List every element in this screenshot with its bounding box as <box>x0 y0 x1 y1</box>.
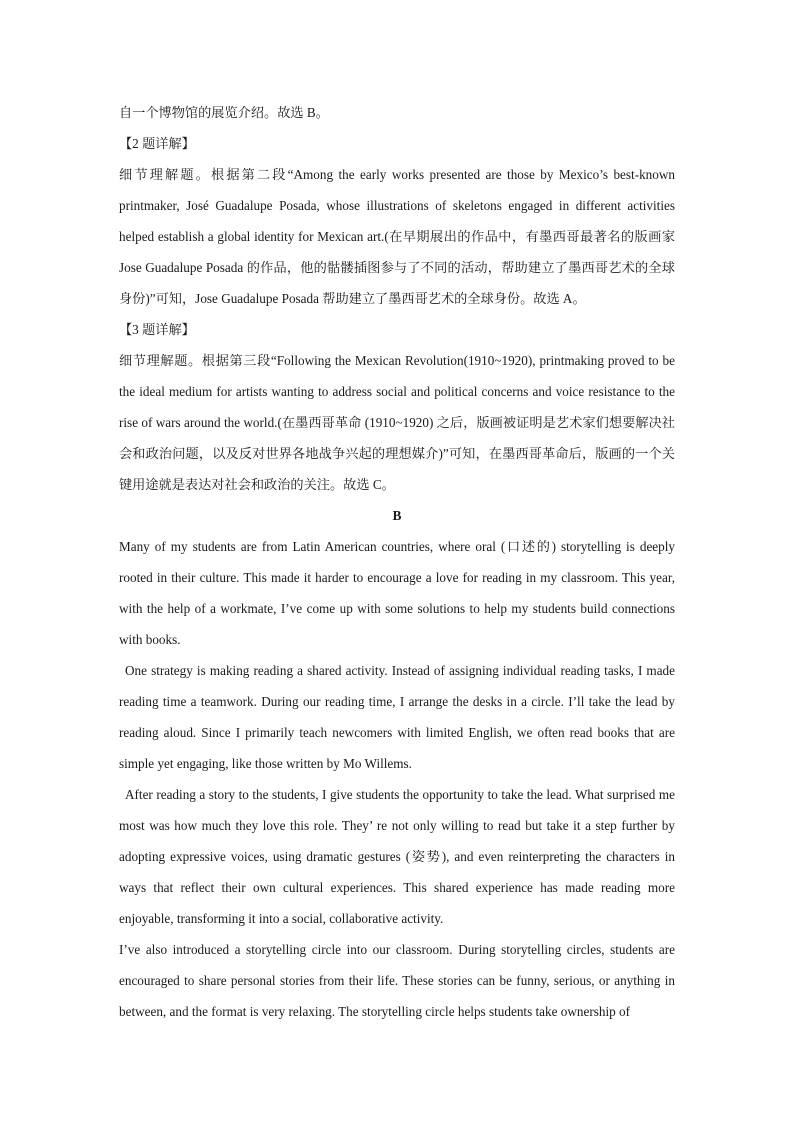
q2-heading: 【2 题详解】 <box>119 136 195 151</box>
passage-paragraph-1: Many of my students are from Latin American countries, where oral (口述的) storytelling is deeply rooted in their culture. This made it harder to encourage a love for reading in my classroom. This year, with the help of a workmate, I’ve come up with some solutions to help my students build connections with books. <box>119 539 675 647</box>
q3-explanation: 细节理解题。根据第三段“Following the Mexican Revolution(1910~1920), printmaking proved to be the ideal medium for artists wanting to address social and political concerns and voice resistance to the rise of wars around the world.(在墨西哥革命 (1910~1920) 之后，版画被证明是艺术家们想要解决社会和政治问题，以及反对世界各地战争兴起的理想媒介)”可知，在墨西哥革命后，版画的一个关键用途就是表达对社会和政治的关注。故选 C。 <box>119 353 675 492</box>
answer-intro-tail: 自一个博物馆的展览介绍。故选 B。 <box>119 105 329 120</box>
passage-paragraph-4: I’ve also introduced a storytelling circle into our classroom. During storytelling circles, students are encouraged to share personal stories from their life. These stories can be funny, serious, or anything in between, and the format is very relaxing. The storytelling circle helps students take ownership of <box>119 942 675 1019</box>
section-title: B <box>392 508 402 523</box>
passage-paragraph-3: After reading a story to the students, I give students the opportunity to take the lead. What surprised me most was how much they love this role. They’ re not only willing to read but take it a step further by adopting expressive voices, using dramatic gestures (姿势), and even reinterpreting the characters in ways that reflect their own cultural experiences. This shared experience has made reading more enjoyable, transforming it into a social, collaborative activity. <box>119 787 675 926</box>
q2-explanation: 细节理解题。根据第二段“Among the early works presented are those by Mexico’s best-known printmaker, José Guadalupe Posada, whose illustrations of skeletons engaged in different activities helped establish a global identity for Mexican art.(在早期展出的作品中，有墨西哥最著名的版画家 Jose Guadalupe Posada 的作品，他的骷髅插图参与了不同的活动，帮助建立了墨西哥艺术的全球身份)”可知，Jose Guadalupe Posada 帮助建立了墨西哥艺术的全球身份。故选 A。 <box>119 167 675 306</box>
passage-paragraph-2: One strategy is making reading a shared activity. Instead of assigning individual reading tasks, I made reading time a teamwork. During our reading time, I arrange the desks in a circle. I’ll take the lead by reading aloud. Since I primarily teach newcomers with limited English, we often read books that are simple yet engaging, like those written by Mo Willems. <box>119 663 675 771</box>
document-page <box>119 97 675 1027</box>
q3-heading: 【3 题详解】 <box>119 322 195 337</box>
